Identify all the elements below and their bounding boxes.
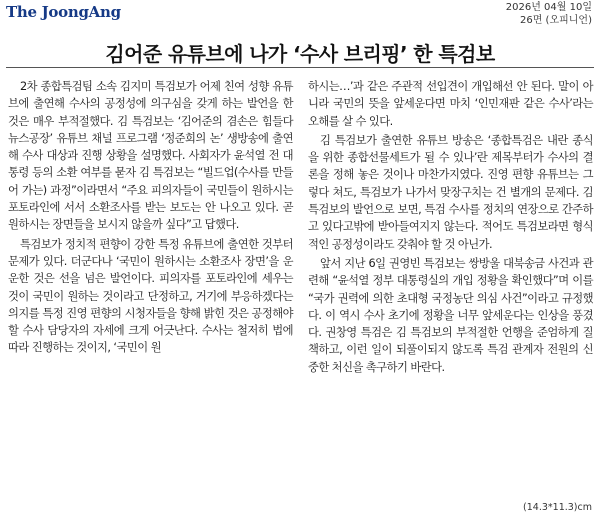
paragraph: 특검보가 정치적 편향이 강한 특정 유튜브에 출연한 것부터 문제가 있다. 더군다나 ‘국민이 원하시는 소환조사 장면’을 운운한 것은 선을 넘은 발언이다. 피의자를 포토라인에 세우는 것이 국민이 원하는 것이라고 단정하고, 거기에 부응하겠다는 의지를 특정 진영 편향의 시청자들을 향해 밝힌 것은 공정해야 할 수사 담당자의 자세에 크게 어긋난다. 수사는 철저히 법에 따라 진행하는 것이지, ‘국민이 원 bbox=[8, 237, 293, 355]
paragraph: 2차 종합특검팀 소속 김지미 특검보가 어제 친여 성향 유튜브에 출연해 수사의 공정성에 의구심을 갖게 하는 발언을 한 것은 매우 부적절했다. 김 특검보는 ‘김어준의 겸손은 힘들다 뉴스공장’ 유튜브 채널 프로그램 ‘정준희의 논’ 생방송에 출연해 수사 대상과 진행 상황을 설명했다. 사회자가 윤석열 전 대통령 등의 소환 여부를 묻자 김 특검보는 “빌드업(수사를 만들어 가는) 과정”이라면서 “주요 피의자들이 국민들이 원하시는 포토라인에 서서 소환조사를 받는 보도는 안 나오고 있다. 곧 원하시는 장면들을 보시지 않을까 싶다”고 답했다. bbox=[8, 80, 293, 232]
article-column-left bbox=[8, 78, 293, 357]
paragraph: 하시는…’과 같은 주관적 선입견이 개입해선 안 된다. 말이 아니라 국민의 뜻을 앞세운다면 마치 ‘인민재판 같은 수사’라는 오해를 살 수 있다. bbox=[308, 80, 593, 128]
issue-date: 2026년 04월 10일 bbox=[505, 2, 592, 13]
article-size-note: (14.3*11.3)cm bbox=[523, 502, 592, 513]
page-section: 26면 (오피니언) bbox=[519, 15, 592, 26]
article-column-right bbox=[308, 78, 593, 376]
paragraph: 김 특검보가 출연한 유튜브 방송은 ‘종합특검은 내란 종식을 위한 종합선물세트가 될 수 있나’란 제목부터가 수사의 결론을 정해 놓은 것이나 마찬가지였다. 진영 편향 유튜브는 그렇다 쳐도, 특검보가 나가서 맞장구치는 건 별개의 문제다. 김 특검보의 발언으로 보면, 특검 수사를 정치의 연장으로 간주하고 있다고밖에 받아들여지지 않는다. 적어도 특검보라면 형식적인 공정성이라도 갖춰야 할 것 아닌가. bbox=[308, 133, 593, 251]
issue-meta bbox=[506, 1, 592, 27]
headline-divider bbox=[6, 67, 594, 68]
article-headline: 김어준 유튜브에 나가 ‘수사 브리핑’ 한 특검보 bbox=[105, 42, 495, 66]
masthead bbox=[0, 0, 600, 32]
paragraph: 앞서 지난 6일 권영빈 특검보는 쌍방울 대북송금 사건과 관련해 “윤석열 정부 대통령실의 개입 정황을 확인했다”며 이를 “국가 권력에 의한 초대형 국정농단 의심 사건”이라고 규정했다. 이 역시 수사 초기에 정황을 너무 앞세운다는 인상을 풍겼다. 권창영 특검은 김 특검보의 부적절한 언행을 준엄하게 질책하고, 이런 일이 되풀이되지 않도록 특검 관계자 전원의 신중한 처신을 촉구하기 바란다. bbox=[308, 256, 593, 374]
newspaper-logo: The JoongAng bbox=[6, 3, 121, 21]
